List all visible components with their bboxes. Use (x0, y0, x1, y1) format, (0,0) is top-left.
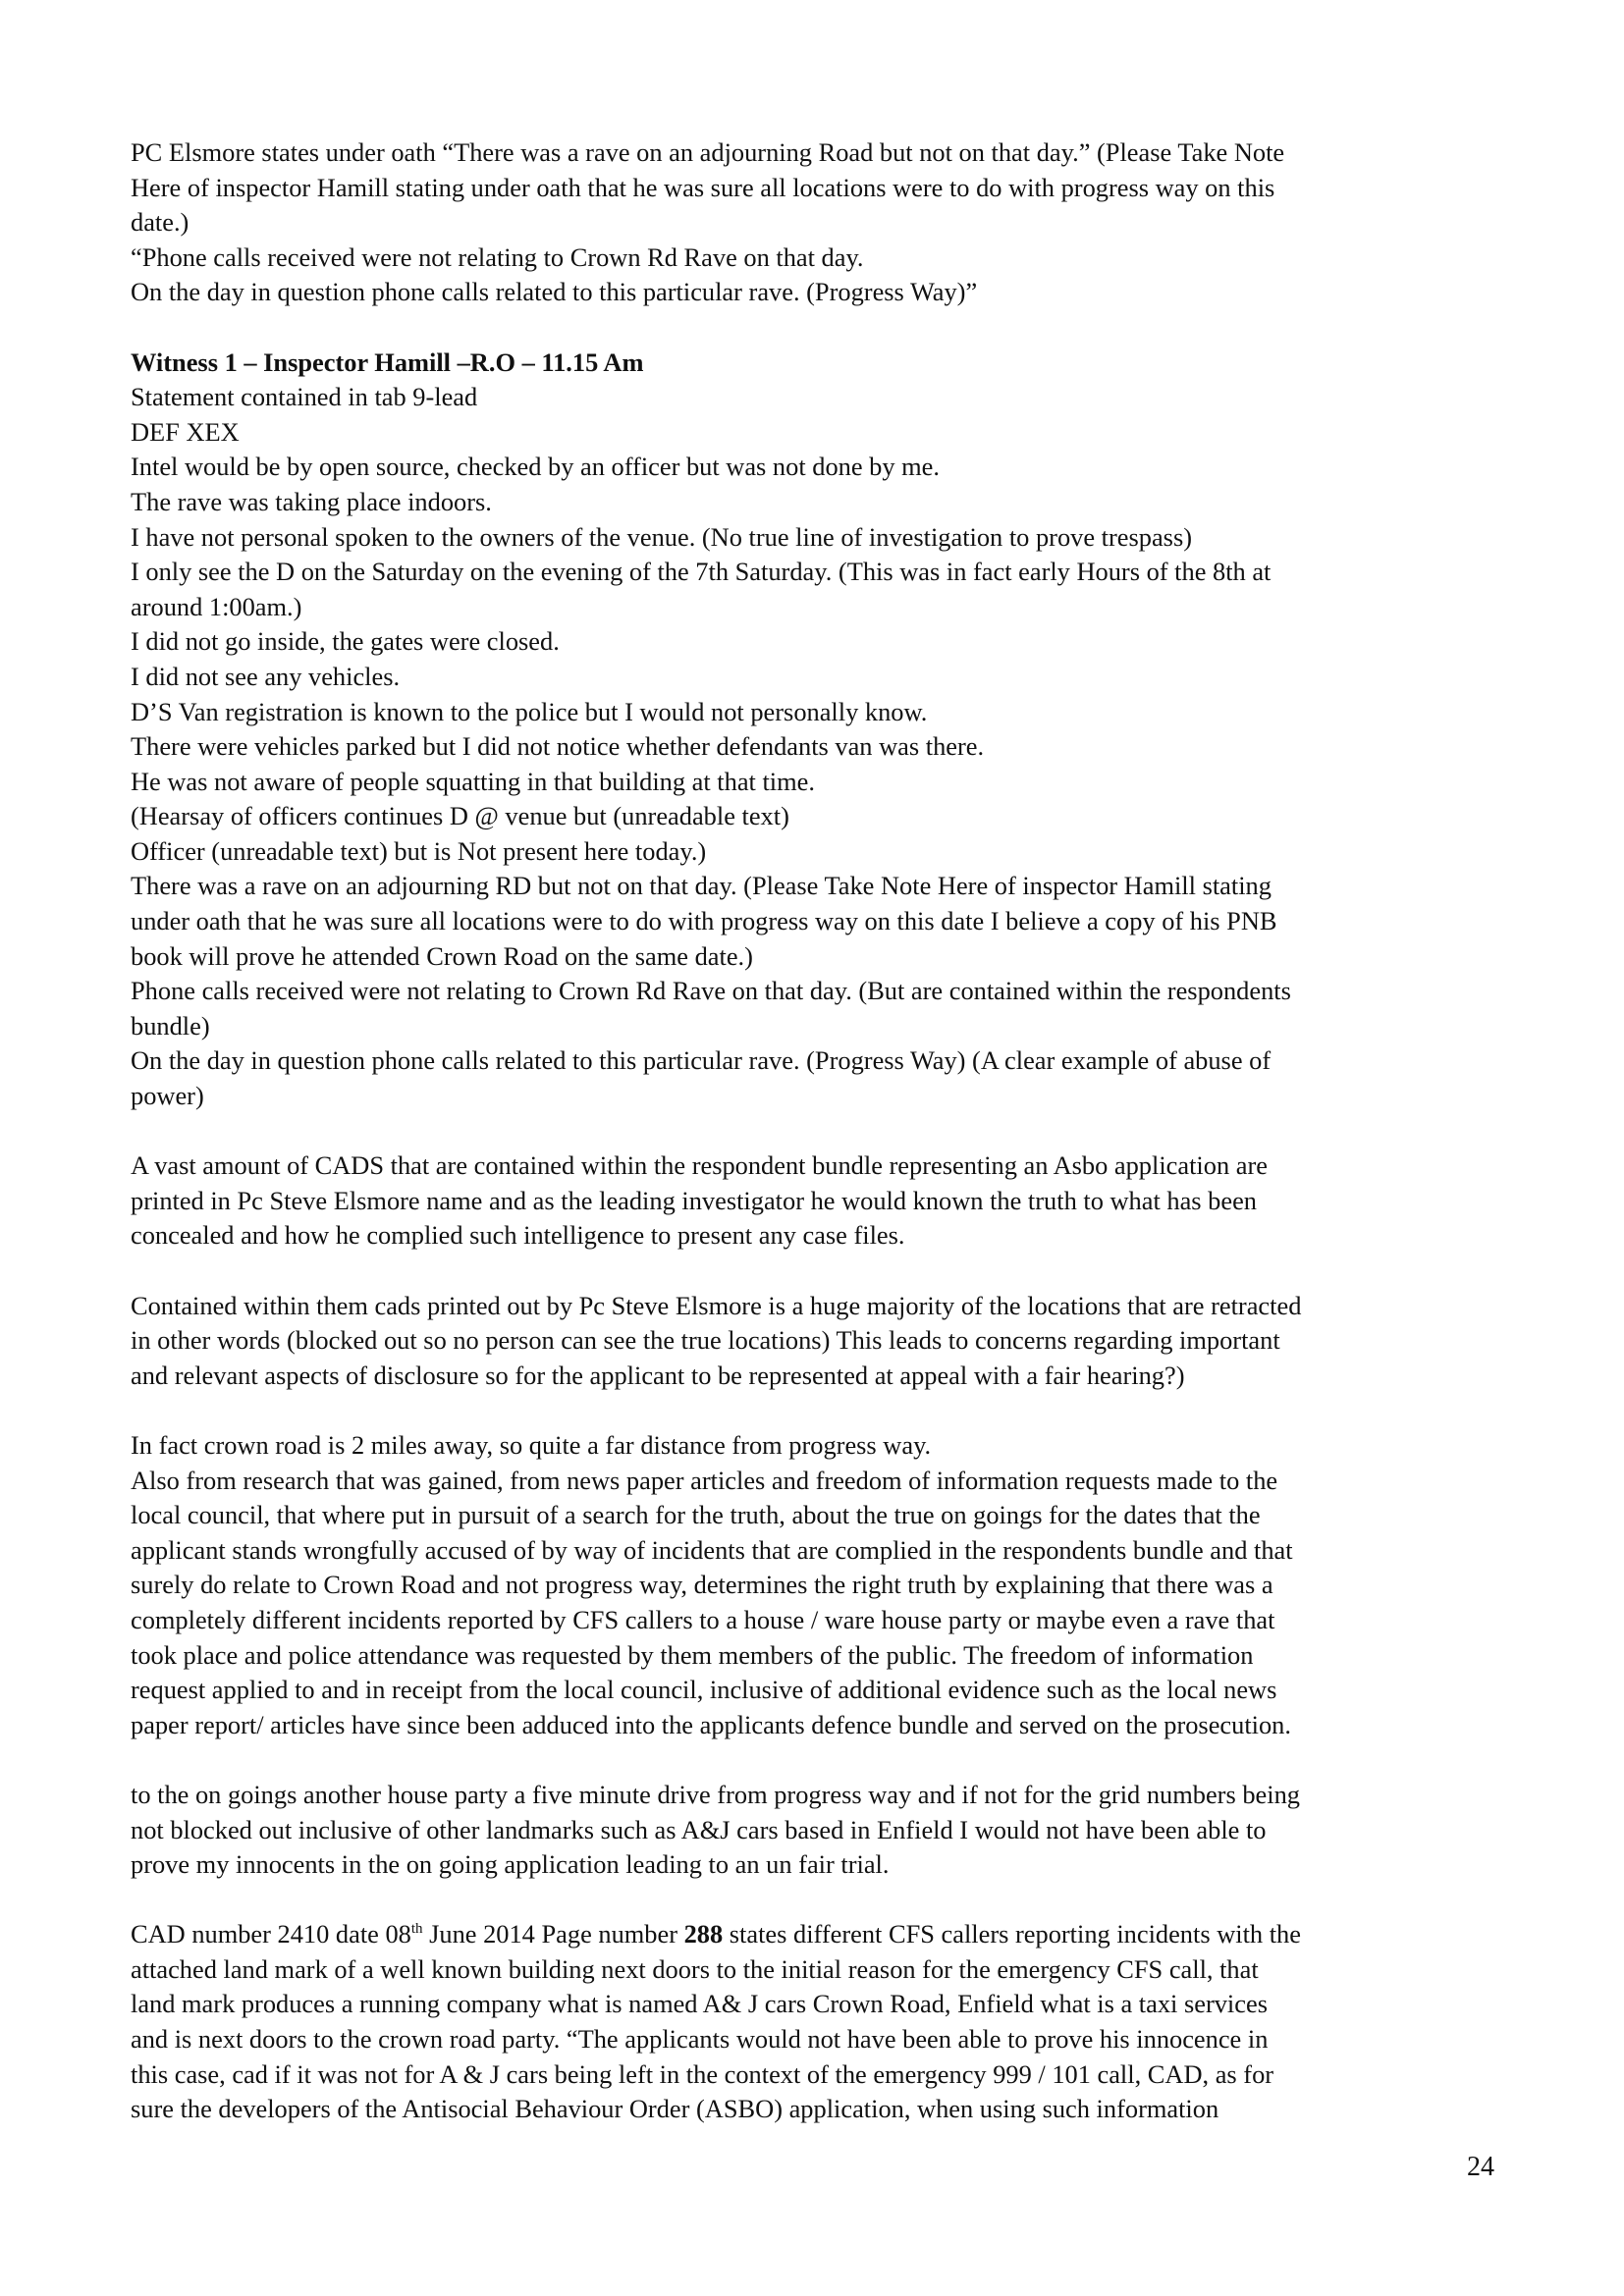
text-line: Here of inspector Hamill stating under oath that he was sure all locations were to do with progress way on this (131, 172, 1275, 202)
paragraph-elsmore-statement (131, 135, 1510, 310)
text-line: date.) (131, 207, 189, 238)
text-line: surely do relate to Crown Road and not progress way, determines the right truth by explaining that there was a (131, 1570, 1273, 1600)
text-line: On the day in question phone calls related to this particular rave. (Progress Way)” (131, 277, 978, 307)
text-line: A vast amount of CADS that are contained within the respondent bundle representing an Asbo application are (131, 1150, 1268, 1181)
text-line: sure the developers of the Antisocial Behaviour Order (ASBO) application, when using such information (131, 2094, 1219, 2124)
text-line: and is next doors to the crown road party. “The applicants would not have been able to prove his innocence in (131, 2024, 1269, 2055)
text-line: “Phone calls received were not relating to Crown Rd Rave on that day. (131, 241, 864, 272)
text-line: On the day in question phone calls related to this particular rave. (Progress Way) (A clear example of abuse of (131, 1045, 1272, 1076)
text-run: June 2014 Page number (422, 1919, 684, 1949)
text-line: DEF XEX (131, 416, 240, 447)
text-line: land mark produces a running company what is named A& J cars Crown Road, Enfield what is a taxi services (131, 1989, 1268, 2019)
paragraph-cads-amount (131, 1148, 1510, 1254)
superscript: th (410, 1921, 423, 1938)
text-line: (Hearsay of officers continues D @ venue but (unreadable text) (131, 801, 789, 831)
document-body (131, 135, 1510, 2127)
text-line: attached land mark of a well known building next doors to the initial reason for the emergency CFS call, that (131, 1953, 1259, 1984)
text-line: In fact crown road is 2 miles away, so quite a far distance from progress way. (131, 1429, 932, 1460)
text-line: I did not go inside, the gates were closed. (131, 626, 560, 657)
text-line: He was not aware of people squatting in that building at that time. (131, 766, 815, 796)
paragraph-witness-1 (131, 346, 1510, 1114)
text-run: states different CFS callers reporting incidents with the (723, 1919, 1301, 1949)
text-line: Contained within them cads printed out by Pc Steve Elsmore is a huge majority of the locations that are retracted (131, 1290, 1302, 1320)
text-line: prove my innocents in the on going application leading to an un fair trial. (131, 1849, 890, 1880)
text-line: Intel would be by open source, checked by an officer but was not done by me. (131, 452, 940, 482)
text-line: Phone calls received were not relating to Crown Rd Rave on that day. (But are contained within the respondents (131, 976, 1291, 1006)
text-line: There were vehicles parked but I did not notice whether defendants van was there. (131, 731, 985, 762)
text-line: concealed and how he complied such intelligence to present any case files. (131, 1220, 905, 1251)
text-line: this case, cad if it was not for A & J cars being left in the context of the emergency 999 / 101 call, CAD, as for (131, 2058, 1274, 2089)
page-number: 24 (1467, 2152, 1494, 2182)
text-line: local council, that where put in pursuit of a search for the truth, about the true on goings for the dates that the (131, 1500, 1261, 1530)
text-line: took place and police attendance was requested by them members of the public. The freedom of information (131, 1639, 1254, 1670)
text-line: not blocked out inclusive of other landmarks such as A&J cars based in Enfield I would not have been able to (131, 1814, 1267, 1844)
text-line: around 1:00am.) (131, 591, 302, 621)
text-line: There was a rave on an adjourning RD but not on that day. (Please Take Note Here of inspector Hamill stating (131, 871, 1272, 901)
text-line: I only see the D on the Saturday on the evening of the 7th Saturday. (This was in fact early Hours of the 8th at (131, 557, 1272, 587)
text-line: printed in Pc Steve Elsmore name and as the leading investigator he would known the truth to what has been (131, 1185, 1257, 1215)
text-line: completely different incidents reported by CFS callers to a house / ware house party or maybe even a rave that (131, 1604, 1275, 1634)
text-line: and relevant aspects of disclosure so for the applicant to be represented at appeal with a fair hearing?) (131, 1360, 1185, 1390)
text-line: PC Elsmore states under oath “There was a rave on an adjourning Road but not on that day.” (Please Take Note (131, 137, 1285, 167)
text-line: applicant stands wrongfully accused of by way of incidents that are complied in the respondents bundle and that (131, 1534, 1293, 1565)
witness-heading: Witness 1 – Inspector Hamill –R.O – 11.15 Am (131, 347, 644, 377)
text-line: bundle) (131, 1010, 210, 1041)
bold-page-number: 288 (683, 1919, 724, 1949)
text-line: D’S Van registration is known to the police but I would not personally know. (131, 696, 928, 726)
text-line: in other words (blocked out so no person can see the true locations) This leads to concerns regarding important (131, 1325, 1280, 1356)
text-line: power) (131, 1081, 204, 1111)
text-line: request applied to and in receipt from the local council, inclusive of additional evidence such as the local news (131, 1675, 1277, 1705)
text-line: book will prove he attended Crown Road on the same date.) (131, 940, 753, 971)
text-line: Officer (unreadable text) but is Not present here today.) (131, 835, 707, 866)
text-line: to the on goings another house party a five minute drive from progress way and if not for the grid numbers being (131, 1779, 1300, 1809)
text-line: Statement contained in tab 9-lead (131, 382, 478, 412)
text-line (131, 1917, 1510, 1952)
paragraph-house-party (131, 1778, 1510, 1883)
paragraph-cads-retracted (131, 1289, 1510, 1394)
paragraph-crown-road-distance (131, 1428, 1510, 1742)
paragraph-cad-2410 (131, 1917, 1510, 2127)
text-line: Also from research that was gained, from news paper articles and freedom of information requests made to the (131, 1465, 1278, 1495)
text-line: I have not personal spoken to the owners of the venue. (No true line of investigation to prove trespass) (131, 521, 1192, 552)
text-line: The rave was taking place indoors. (131, 486, 492, 516)
text-line: paper report/ articles have since been adduced into the applicants defence bundle and served on the prosecution. (131, 1709, 1291, 1739)
text-line: under oath that he was sure all locations were to do with progress way on this date I believe a copy of his PNB (131, 906, 1277, 936)
text-line: I did not see any vehicles. (131, 661, 401, 691)
text-run: CAD number 2410 date 08 (131, 1919, 411, 1949)
